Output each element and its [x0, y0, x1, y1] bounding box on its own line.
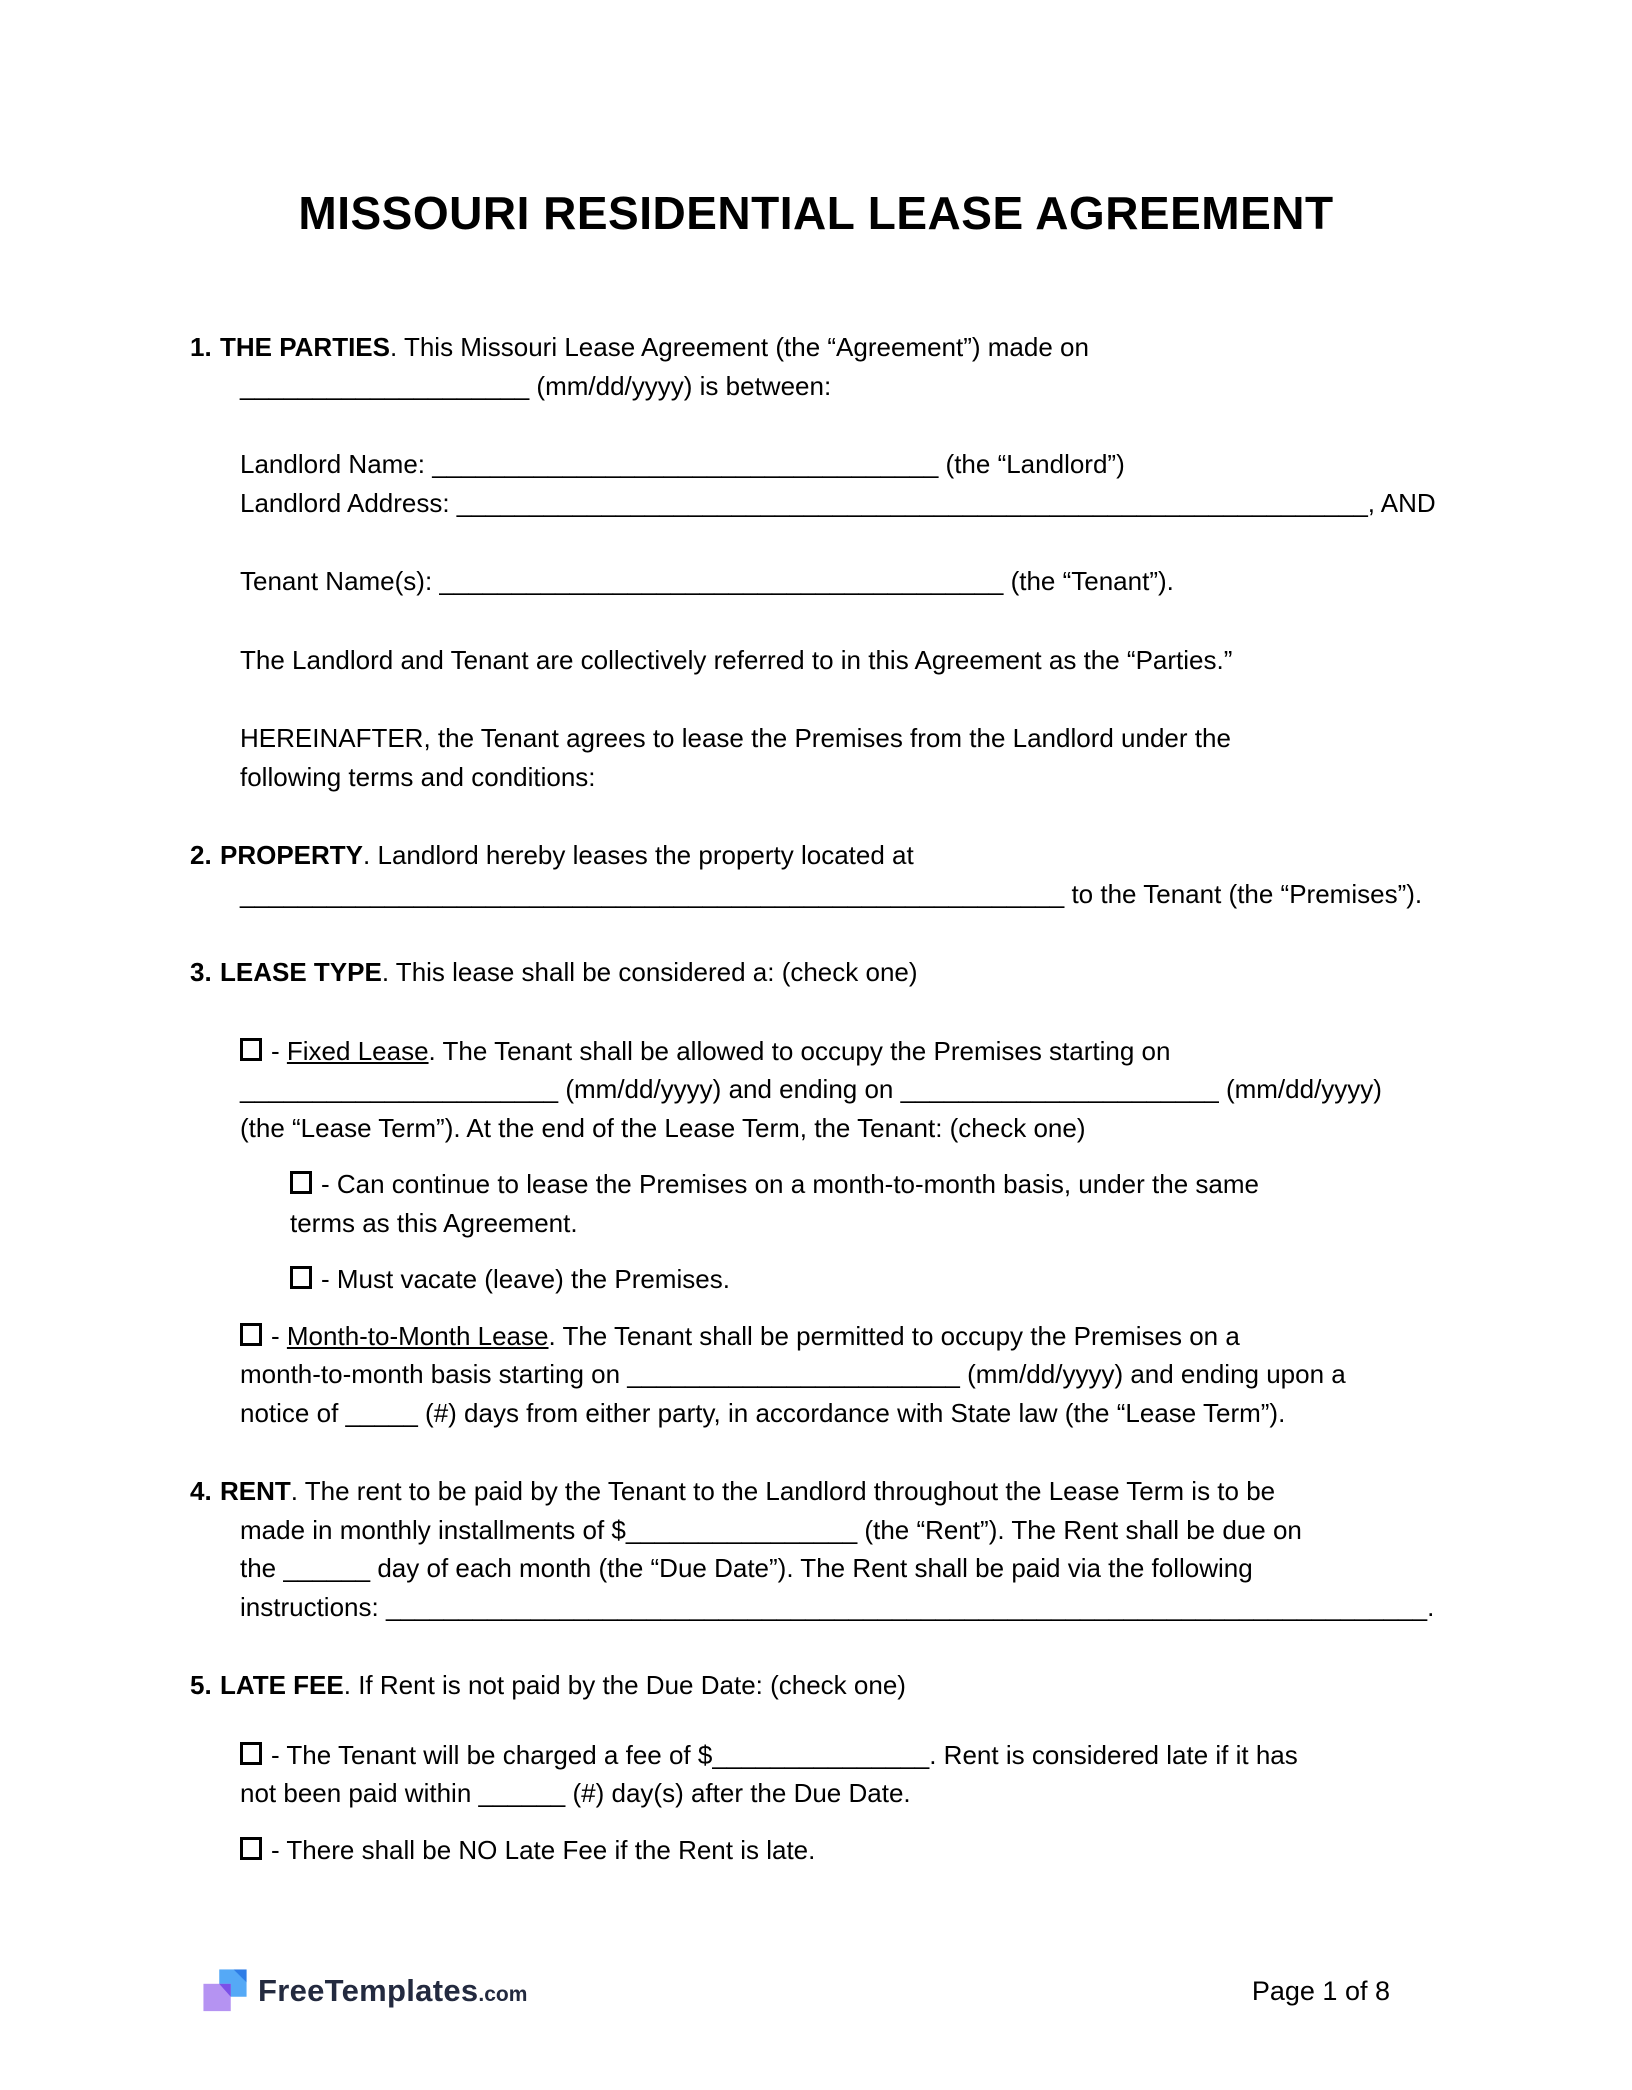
fixed-lease-option: - Fixed Lease. The Tenant shall be allowed to occupy the Premises starting on ______________________ (mm/dd/yyyy) and ending on ______________________ (mm/dd/yyyy) (the “Lease Term”). At the end of the Lease Term, the Tenant: (check one) — [240, 1032, 1460, 1148]
section-heading-line: LATE FEE. If Rent is not paid by the Due Date: (check one) — [220, 1670, 906, 1700]
brand-suffix: .com — [478, 1983, 528, 2006]
no-late-fee-option: - There shall be NO Late Fee if the Rent is late. — [240, 1831, 1460, 1870]
checkbox-late-fee[interactable] — [240, 1742, 262, 1765]
checkbox-no-late-fee[interactable] — [240, 1837, 262, 1860]
section-the-parties — [190, 328, 1452, 796]
section-rent — [190, 1472, 1452, 1626]
rent-due-date-line: the ______ day of each month (the “Due Date”). The Rent shall be paid via the following — [240, 1553, 1253, 1583]
section-lease-type — [190, 953, 1452, 1432]
section-number: 2. — [190, 840, 212, 870]
late-fee-charged-option: - The Tenant will be charged a fee of $_______________. Rent is considered late if it has not been paid within ______ (#) day(s) after the Due Date. — [240, 1739, 1298, 1808]
month-to-month-label: Month-to-Month Lease — [286, 1320, 549, 1351]
tenant-name-line: Tenant Name(s): _______________________________________ (the “Tenant”). — [240, 566, 1174, 596]
checkbox-must-vacate[interactable] — [290, 1266, 312, 1289]
fixed-lease-label: Fixed Lease — [286, 1035, 429, 1066]
section-heading-line: RENT. The rent to be paid by the Tenant to the Landlord throughout the Lease Term is to be — [220, 1476, 1276, 1506]
section-heading: THE PARTIES — [220, 332, 390, 362]
landlord-name-line: Landlord Name: ___________________________________ (the “Landlord”) — [240, 449, 1125, 479]
section-heading-line: PROPERTY. Landlord hereby leases the property located at — [220, 840, 914, 870]
fixed-lease-dates-line: ______________________ (mm/dd/yyyy) and ending on ______________________ (mm/dd/yyyy) — [240, 1074, 1382, 1104]
document-body — [190, 236, 1452, 1869]
parties-paragraph: The Landlord and Tenant are collectively referred to in this Agreement as the “Parties.” — [240, 644, 1233, 675]
brand-name: FreeTemplates — [258, 1973, 479, 2008]
section-heading-line: LEASE TYPE. This lease shall be considered a: (check one) — [220, 957, 918, 987]
month-to-month-notice-line: notice of _____ (#) days from either party, in accordance with State law (the “Lease Term”). — [240, 1397, 1286, 1428]
section-heading-line: THE PARTIES. This Missouri Lease Agreement (the “Agreement”) made on — [220, 332, 1089, 362]
page-footer — [202, 1968, 1390, 2014]
checkbox-fixed-lease[interactable] — [240, 1038, 262, 1061]
property-address-line: _________________________________________________________ to the Tenant (the “Premises”). — [240, 878, 1423, 909]
option-continue-month-to-month: - Can continue to lease the Premises on a month-to-month basis, under the same terms as this Agreement. — [290, 1169, 1259, 1238]
page-number: Page 1 of 8 — [1251, 1975, 1390, 2006]
month-to-month-option: - Month-to-Month Lease. The Tenant shall be permitted to occupy the Premises on a month-to-month basis starting on _______________________ (mm/dd/yyyy) and ending upon a notice of _____ (#) days from either party, in accordance with State law (the “Lease Term”). — [240, 1317, 1460, 1433]
landlord-address-line: Landlord Address: _______________________________________________________________, AND — [240, 487, 1436, 518]
rent-instructions-line: instructions: ________________________________________________________________________. — [240, 1591, 1435, 1622]
section-property — [190, 836, 1452, 913]
month-to-month-start-line: month-to-month basis starting on _______________________ (mm/dd/yyyy) and ending upon a — [240, 1359, 1346, 1389]
document-pages-icon — [202, 1968, 248, 2014]
section-number: 3. — [190, 957, 212, 987]
page-title: MISSOURI RESIDENTIAL LEASE AGREEMENT — [298, 187, 1334, 239]
section-late-fee — [190, 1666, 1452, 1869]
section-number: 4. — [190, 1476, 212, 1506]
freetemplates-logo — [202, 1968, 527, 2014]
section-heading: LEASE TYPE — [220, 957, 382, 987]
landlord-paragraph — [240, 445, 1460, 522]
tenant-paragraph — [240, 562, 1460, 601]
option-must-vacate: - Must vacate (leave) the Premises. — [290, 1260, 1460, 1299]
checkbox-continue-lease[interactable] — [290, 1171, 312, 1194]
section-number: 5. — [190, 1670, 212, 1700]
agreement-date-line: ____________________ (mm/dd/yyyy) is between: — [240, 370, 832, 401]
section-heading: PROPERTY — [220, 840, 364, 870]
section-heading: LATE FEE — [220, 1670, 344, 1700]
rent-amount-line: made in monthly installments of $________________ (the “Rent”). The Rent shall be due on — [240, 1514, 1302, 1545]
hereinafter-paragraph: HEREINAFTER, the Tenant agrees to lease the Premises from the Landlord under the following terms and conditions: — [240, 723, 1231, 792]
section-number: 1. — [190, 332, 212, 362]
checkbox-month-to-month[interactable] — [240, 1323, 262, 1346]
section-heading: RENT — [220, 1476, 291, 1506]
